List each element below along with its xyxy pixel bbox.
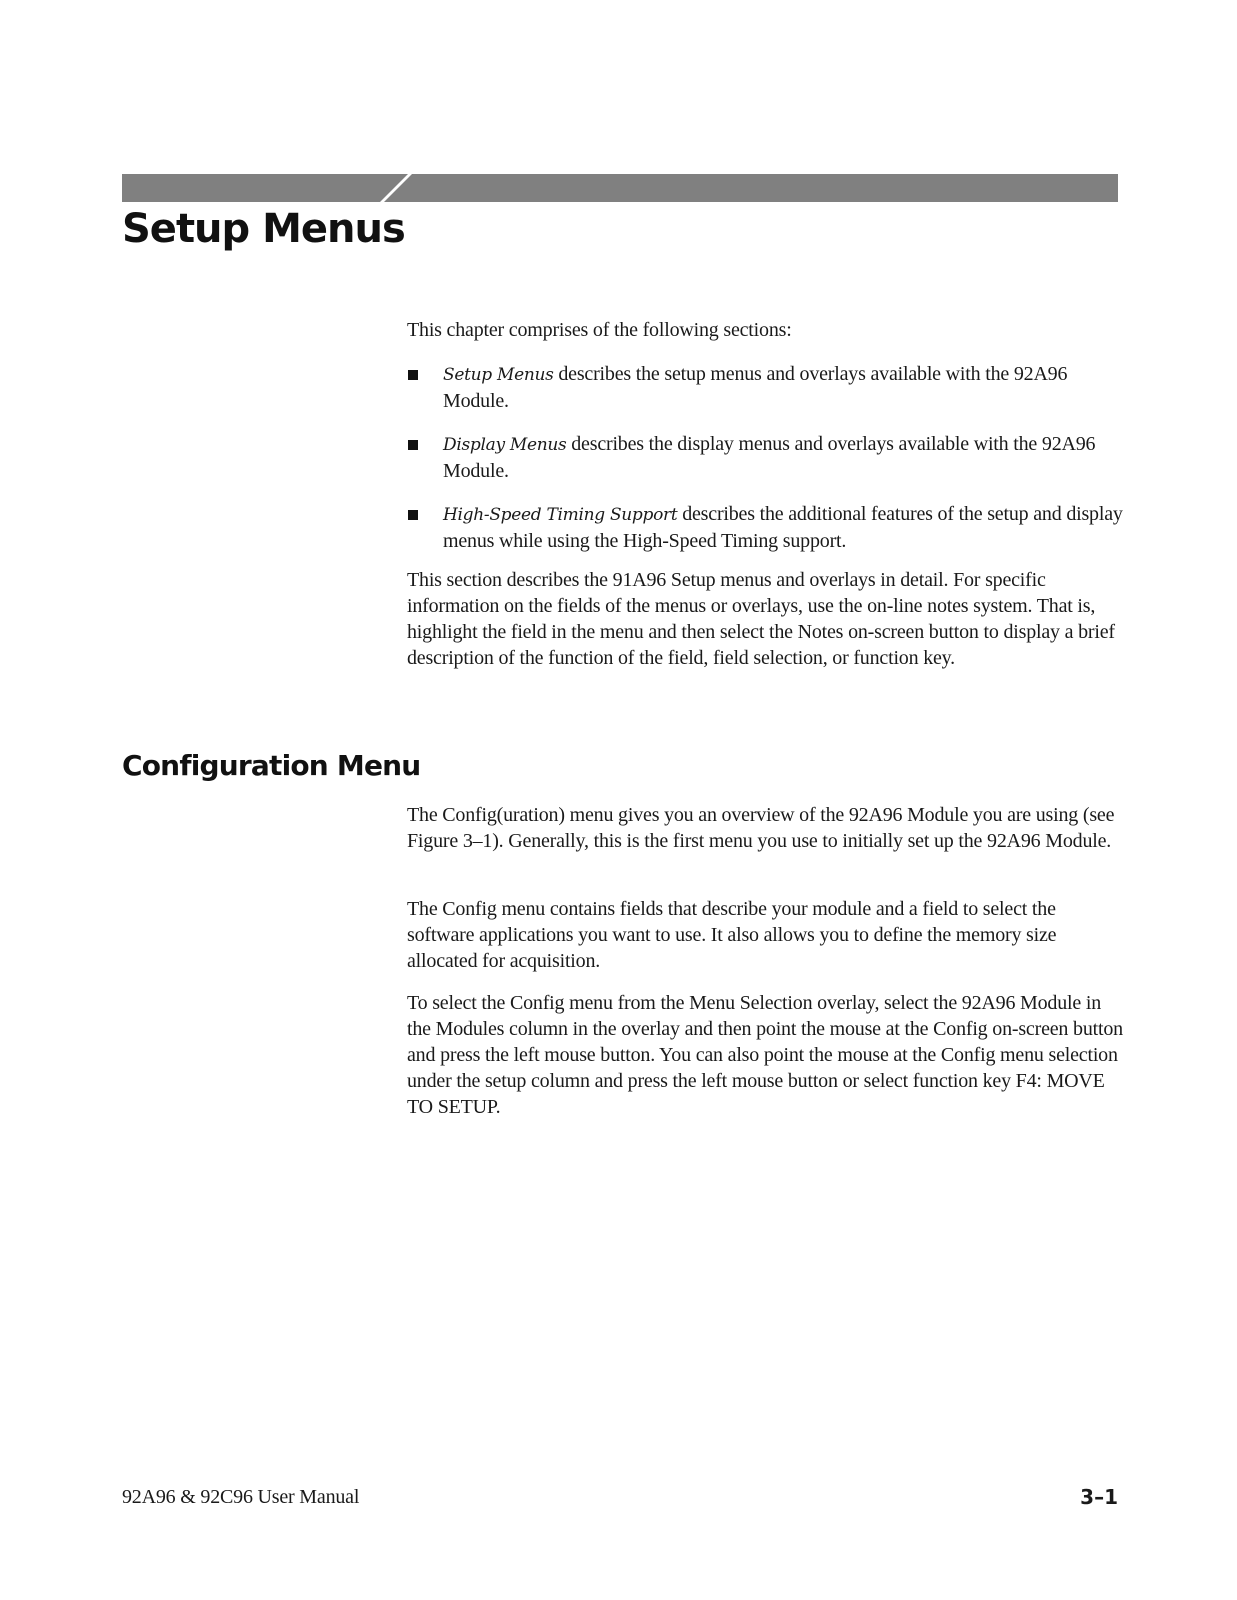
section-heading: Configuration Menu xyxy=(122,749,421,782)
footer-page-number: 3–1 xyxy=(1080,1485,1118,1509)
section-reference: High-Speed Timing Support xyxy=(443,505,678,525)
list-item xyxy=(407,361,1123,414)
chapter-header-bar xyxy=(122,174,1118,202)
section-reference: Display Menus xyxy=(443,435,567,455)
list-item-text: describes the setup menus and overlays available with the 92A96 Module. xyxy=(443,363,1068,412)
section-reference: Setup Menus xyxy=(443,365,554,385)
overview-paragraph: This section describes the 91A96 Setup menus and overlays in detail. For specific information on the fields of the menus or overlays, use the on-line notes system. That is, highlight the field in the menu and then select the Notes on-screen button to display a brief description of the function of the field, field selection, or function key. xyxy=(407,569,1115,669)
sections-list xyxy=(407,361,1123,571)
list-item-text: describes the additional features of the setup and display menus while using the High-Speed Timing support. xyxy=(443,503,1123,552)
square-bullet-icon xyxy=(408,440,418,450)
config-paragraph-3: To select the Config menu from the Menu Selection overlay, select the 92A96 Module in the Modules column in the overlay and then point the mouse at the Config on-screen button and press the left mouse button. You can also point the mouse at the Config menu selection under the setup column and press the left mouse button or select function key F4: MOVE TO SETUP. xyxy=(407,992,1123,1118)
list-item xyxy=(407,501,1123,554)
footer-manual-title: 92A96 & 92C96 User Manual xyxy=(122,1486,360,1508)
config-paragraph-2: The Config menu contains fields that describe your module and a field to select the software applications you want to use. It also allows you to define the memory size allocated for acquisition. xyxy=(407,898,1057,972)
intro-paragraph: This chapter comprises of the following sections: xyxy=(407,319,792,341)
square-bullet-icon xyxy=(408,370,418,380)
list-item xyxy=(407,431,1123,484)
square-bullet-icon xyxy=(408,510,418,520)
chapter-title: Setup Menus xyxy=(122,206,405,252)
config-paragraph-1: The Config(uration) menu gives you an overview of the 92A96 Module you are using (see Figure 3–1). Generally, this is the first menu you use to initially set up the 92A96 Module. xyxy=(407,804,1115,852)
list-item-text: describes the display menus and overlays available with the 92A96 Module. xyxy=(443,433,1096,482)
